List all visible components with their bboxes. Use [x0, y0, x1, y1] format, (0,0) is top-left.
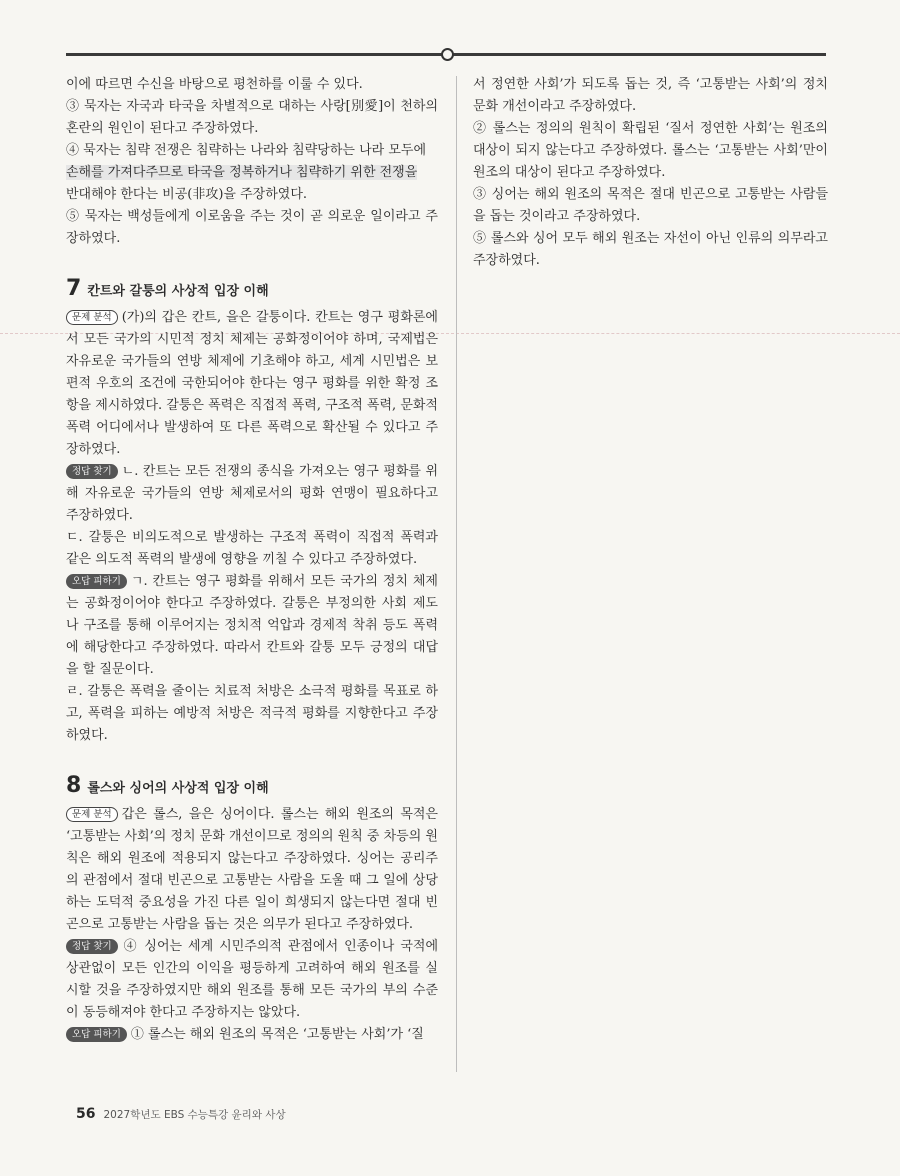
intro-item-4-line-1: ④ 묵자는 침략 전쟁은 침략하는 나라와 침략당하는 나라 모두에: [66, 143, 427, 158]
intro-line-1: 이에 따르면 수신을 바탕으로 평천하를 이룰 수 있다.: [66, 77, 363, 92]
section-7-answer-text: ㄴ. 칸트는 모든 전쟁의 종식을 가져오는 영구 평화를 위해 자유로운 국가들의 연방 체제로서의 평화 연맹이 필요하다고 주장하였다.: [66, 464, 438, 523]
right-item-5: ⑤ 롤스와 싱어 모두 해외 원조는 자선이 아닌 인류의 의무라고 주장하였다.: [473, 231, 828, 268]
section-7-analysis-text: (가)의 갑은 칸트, 을은 갈퉁이다. 칸트는 영구 평화론에서 모든 국가의 시민적 정치 체제는 공화정이어야 하며, 국제법은 자유로운 국가들의 연방 체제에 기초해야 하고, 세계 시민법은 보편적 우호의 조건에 국한되어야 한다는 영구 평화를 위한 확정 조항을 제시하였다. 갈퉁은 폭력은 직접적 폭력, 구조적 폭력, 문화적 폭력 어디에서나 발생하여 또 다른 폭력으로 확산될 수 있다고 주장하였다.: [66, 310, 438, 457]
section-8-analysis-text: 갑은 롤스, 을은 싱어이다. 롤스는 해외 원조의 목적은 ‘고통받는 사회’의 정치 문화 개선이므로 정의의 원칙 중 차등의 원칙은 해외 원조에 적용되지 않는다고 주장하였다. 싱어는 공리주의 관점에서 절대 빈곤으로 고통받는 사람을 도울 때 그 일에 상당하는 도덕적 중요성을 가진 다른 일이 희생되지 않는다면 절대 빈곤으로 고통받는 사람을 돕는 것은 의무가 된다고 주장하였다.: [66, 807, 438, 932]
section-8-answer-text: ④ 싱어는 세계 시민주의적 관점에서 인종이나 국적에 상관없이 모든 인간의 이익을 평등하게 고려하여 해외 원조를 실시할 것을 주장하였지만 해외 원조를 통해 모든 국가의 부의 수준이 동등해져야 한다고 주장하지는 않았다.: [66, 939, 438, 1020]
right-item-3: ③ 싱어는 해외 원조의 목적은 절대 빈곤으로 고통받는 사람들을 돕는 것이라고 주장하였다.: [473, 187, 828, 224]
wrong-tag: 오답 피하기: [66, 574, 127, 589]
intro-item-3: ③ 묵자는 자국과 타국을 차별적으로 대하는 사랑[別愛]이 천하의 혼란의 원인이 된다고 주장하였다.: [66, 99, 438, 136]
analysis-tag: 문제 분석: [66, 807, 118, 822]
section-7-number: 7: [66, 276, 82, 301]
section-7-wrong: [66, 571, 438, 681]
section-8-number: 8: [66, 773, 82, 798]
analysis-tag: 문제 분석: [66, 310, 118, 325]
section-8-wrong: [66, 1024, 438, 1046]
intro-item-5: ⑤ 묵자는 백성들에게 이로움을 주는 것이 곧 의로운 일이라고 주장하였다.: [66, 209, 438, 246]
right-column: [473, 74, 828, 272]
section-8-heading: [66, 773, 438, 800]
section-7-answer: [66, 461, 438, 527]
left-column: [66, 74, 438, 1046]
book-title: 2027학년도 EBS 수능특강 윤리와 사상: [103, 1109, 286, 1121]
section-7-wrong-2: ㄹ. 갈퉁은 폭력을 줄이는 치료적 처방은 소극적 평화를 목표로 하고, 폭력을 피하는 예방적 처방은 적극적 평화를 지향한다고 주장하였다.: [66, 684, 438, 743]
header-rule-dot: [441, 48, 454, 61]
section-8-answer: [66, 936, 438, 1024]
column-divider: [456, 76, 457, 1072]
highlighted-text: 손해를 가져다주므로 타국을 정복하거나 침략하기 위한 전쟁을: [66, 165, 418, 180]
intro-item-4-line-2: [66, 162, 438, 184]
section-7-heading: [66, 276, 438, 303]
section-8-title: 롤스와 싱어의 사상적 입장 이해: [87, 781, 269, 796]
answer-tag: 정답 찾기: [66, 939, 118, 954]
section-7-answer-2: ㄷ. 갈퉁은 비의도적으로 발생하는 구조적 폭력이 직접적 폭력과 같은 의도적 폭력의 발생에 영향을 끼칠 수 있다고 주장하였다.: [66, 530, 438, 567]
right-line-1: 서 정연한 사회’가 되도록 돕는 것, 즉 ‘고통받는 사회’의 정치 문화 개선이라고 주장하였다.: [473, 77, 828, 114]
section-7-title: 칸트와 갈퉁의 사상적 입장 이해: [87, 284, 269, 299]
section-7-analysis: [66, 307, 438, 461]
section-8-analysis: [66, 804, 438, 936]
intro-item-4-line-3: 반대해야 한다는 비공(非攻)을 주장하였다.: [66, 187, 308, 202]
page-footer: [76, 1106, 286, 1122]
page-number: 56: [76, 1106, 96, 1122]
answer-tag: 정답 찾기: [66, 464, 118, 479]
section-7-wrong-text: ㄱ. 칸트는 영구 평화를 위해서 모든 국가의 정치 체제는 공화정이어야 한다고 주장하였다. 갈퉁은 부정의한 사회 제도나 구조를 통해 이루어지는 정치적 억압과 경제적 착취 등도 폭력에 해당한다고 주장하였다. 따라서 칸트와 갈퉁 모두 긍정의 대답을 할 질문이다.: [66, 574, 438, 677]
section-8-wrong-text: ① 롤스는 해외 원조의 목적은 ‘고통받는 사회’가 ‘질: [130, 1027, 424, 1042]
right-item-2: ② 롤스는 정의의 원칙이 확립된 ‘질서 정연한 사회’는 원조의 대상이 되지 않는다고 주장하였다. 롤스는 ‘고통받는 사회’만이 원조의 대상이 된다고 주장하였다.: [473, 121, 828, 180]
wrong-tag: 오답 피하기: [66, 1027, 127, 1042]
